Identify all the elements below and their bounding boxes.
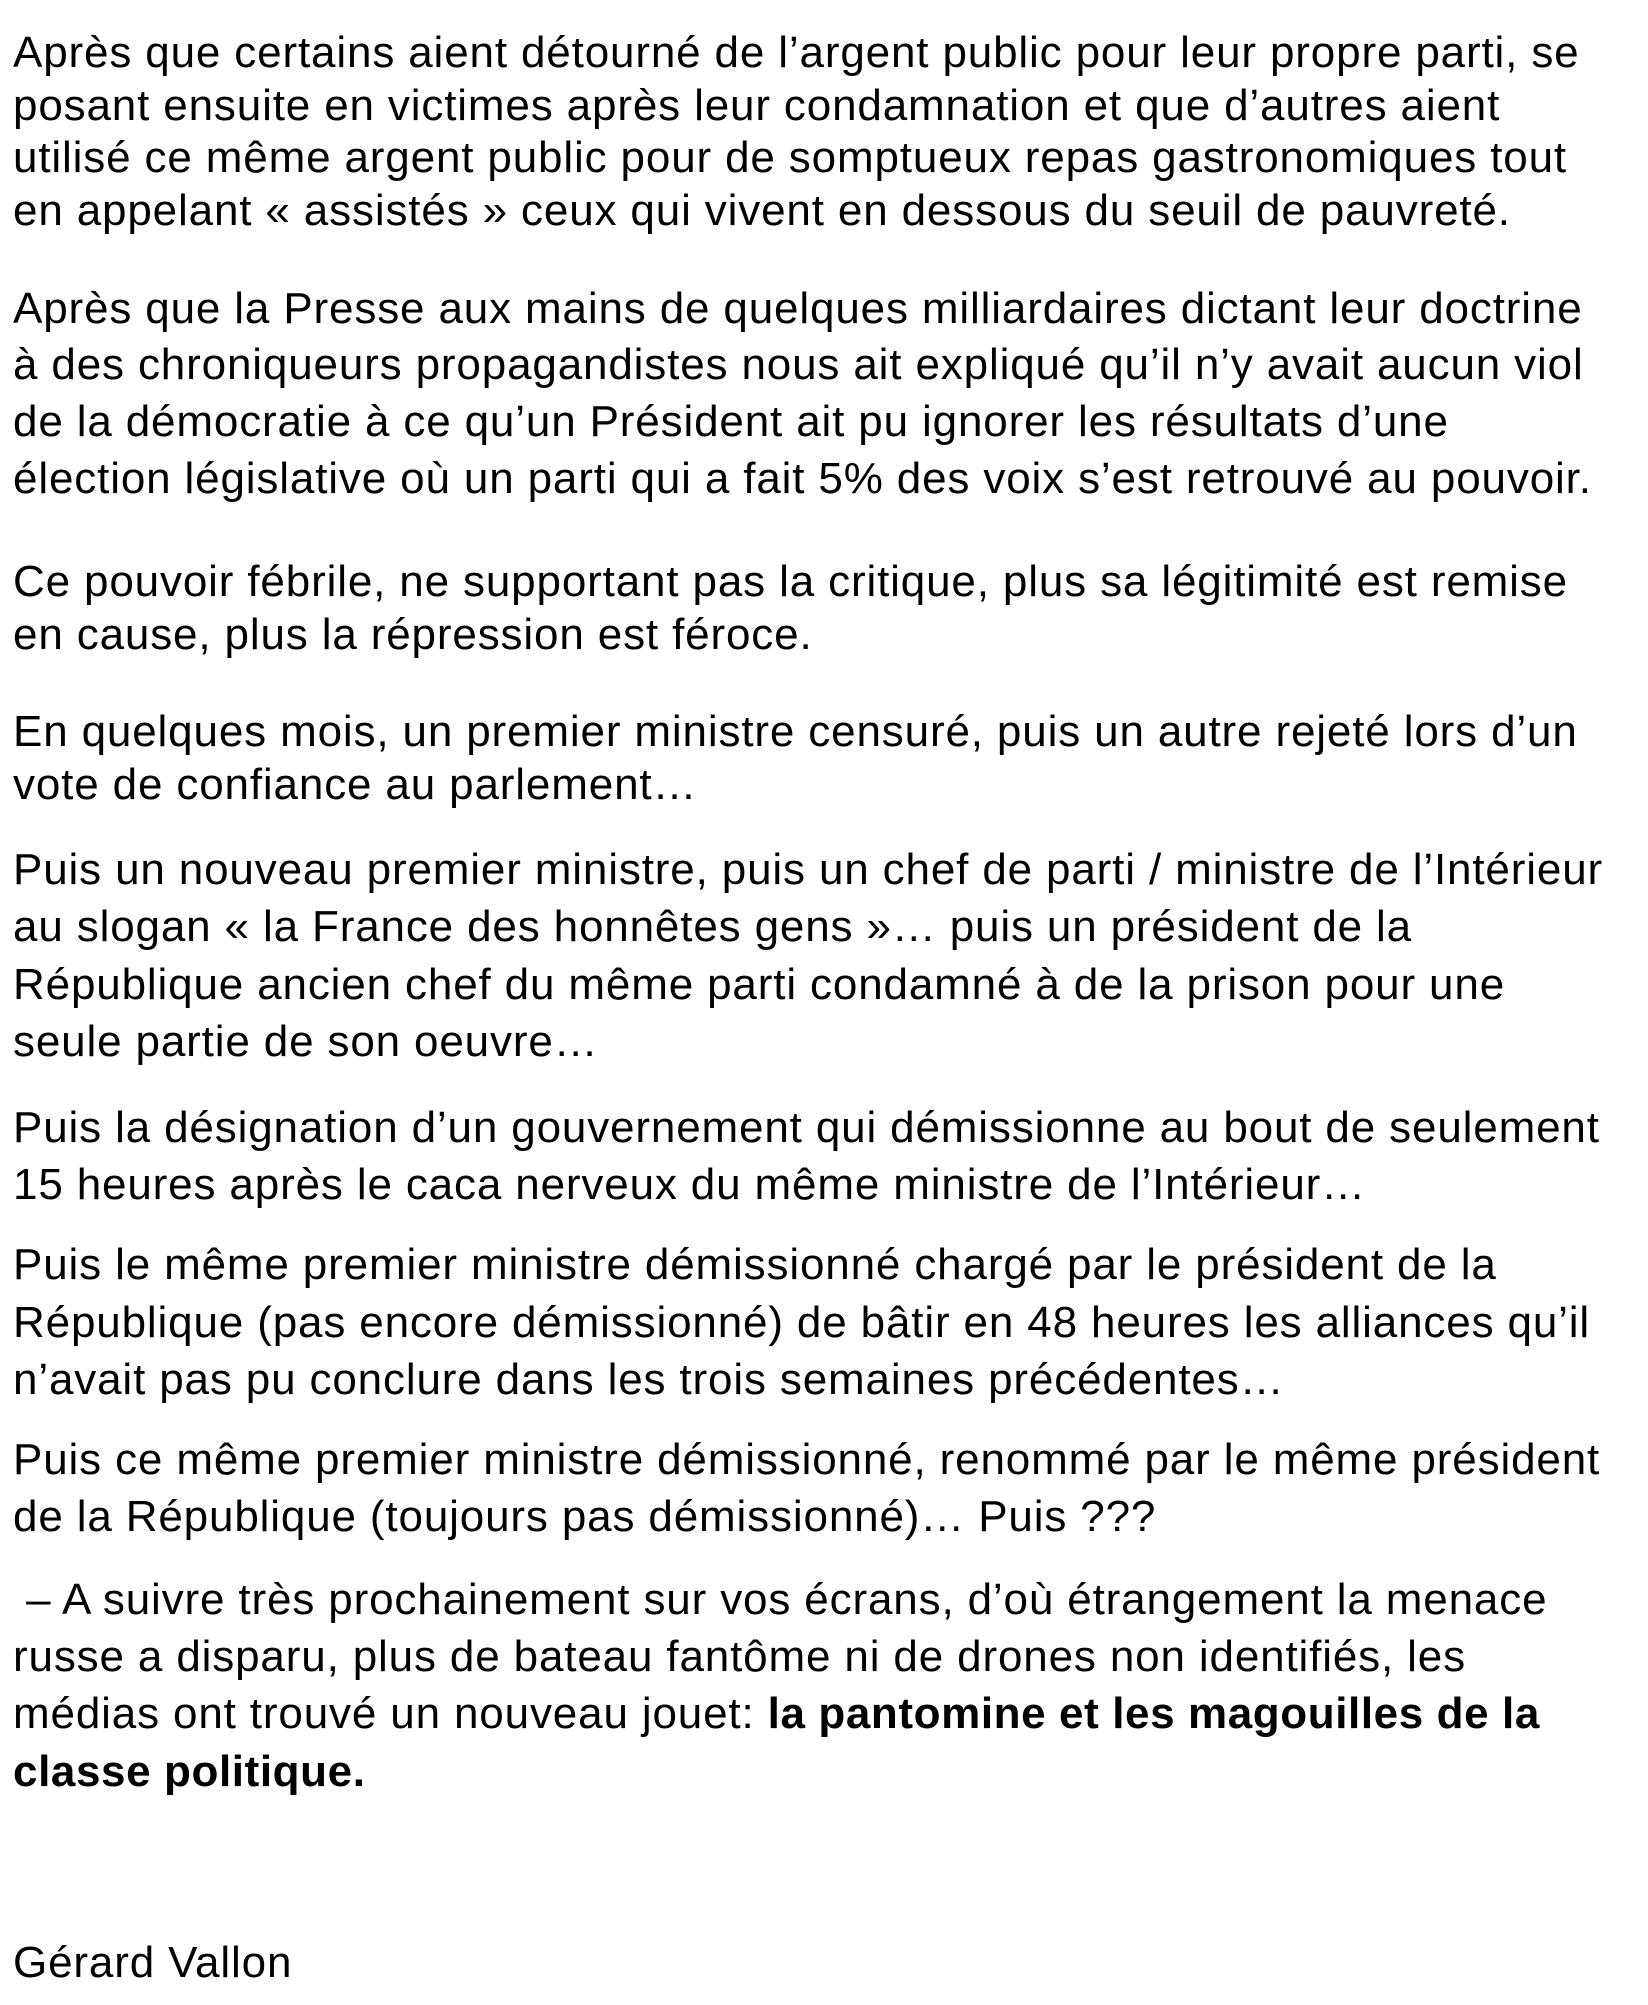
paragraph-line: à des chroniqueurs propagandistes nous ait expliqué qu’il n’y avait aucun viol — [13, 340, 1584, 389]
paragraph-line: République ancien chef du même parti condamné à de la prison pour une — [13, 960, 1506, 1009]
signature: Gérard Vallon — [13, 1938, 293, 1987]
paragraph-line: posant ensuite en victimes après leur condamnation et que d’autres aient — [13, 81, 1501, 130]
paragraph-line: élection législative où un parti qui a fait 5% des voix s’est retrouvé au pouvoir. — [13, 454, 1592, 503]
paragraph-line: Ce pouvoir fébrile, ne supportant pas la critique, plus sa légitimité est remise — [13, 557, 1568, 606]
paragraph-line-regular: médias ont trouvé un nouveau jouet: — [13, 1689, 768, 1738]
bold-emphasis: la pantomine et les magouilles de la — [767, 1689, 1540, 1738]
paragraph-line: utilisé ce même argent public pour de somptueux repas gastronomiques tout — [13, 133, 1567, 182]
paragraph-line — [13, 1689, 1540, 1738]
paragraph-line: Après que la Presse aux mains de quelques milliardaires dictant leur doctrine — [13, 284, 1583, 333]
paragraph-line: Après que certains aient détourné de l’argent public pour leur propre parti, se — [13, 28, 1580, 77]
paragraph-line: Puis le même premier ministre démissionné chargé par le président de la — [13, 1240, 1497, 1289]
paragraph-line: au slogan « la France des honnêtes gens »… puis un président de la — [13, 902, 1413, 951]
paragraph-line: 15 heures après le caca nerveux du même ministre de l’Intérieur… — [13, 1160, 1367, 1209]
bold-emphasis: classe politique. — [13, 1747, 366, 1796]
paragraph-line: République (pas encore démissionné) de bâtir en 48 heures les alliances qu’il — [13, 1298, 1591, 1347]
paragraph-line: En quelques mois, un premier ministre censuré, puis un autre rejeté lors d’un — [13, 707, 1578, 756]
paragraph-line: Puis ce même premier ministre démissionné, renommé par le même président — [13, 1435, 1601, 1484]
paragraph-line: Puis la désignation d’un gouvernement qui démissionne au bout de seulement — [13, 1103, 1600, 1152]
paragraph-line: de la démocratie à ce qu’un Président ait pu ignorer les résultats d’une — [13, 397, 1449, 446]
paragraph-line: vote de confiance au parlement… — [13, 760, 698, 809]
paragraph-line: n’avait pas pu conclure dans les trois semaines précédentes… — [13, 1355, 1285, 1404]
paragraph-line: russe a disparu, plus de bateau fantôme ni de drones non identifiés, les — [13, 1632, 1466, 1681]
paragraph-line: de la République (toujours pas démissionné)… Puis ??? — [13, 1492, 1157, 1541]
paragraph-line: – A suivre très prochainement sur vos écrans, d’où étrangement la menace — [13, 1575, 1548, 1624]
paragraph-line: en appelant « assistés » ceux qui vivent en dessous du seuil de pauvreté. — [13, 186, 1511, 235]
paragraph-line: Puis un nouveau premier ministre, puis un chef de parti / ministre de l’Intérieur — [13, 845, 1604, 894]
paragraph-line: en cause, plus la répression est féroce. — [13, 610, 813, 659]
paragraph-line: seule partie de son oeuvre… — [13, 1017, 599, 1066]
